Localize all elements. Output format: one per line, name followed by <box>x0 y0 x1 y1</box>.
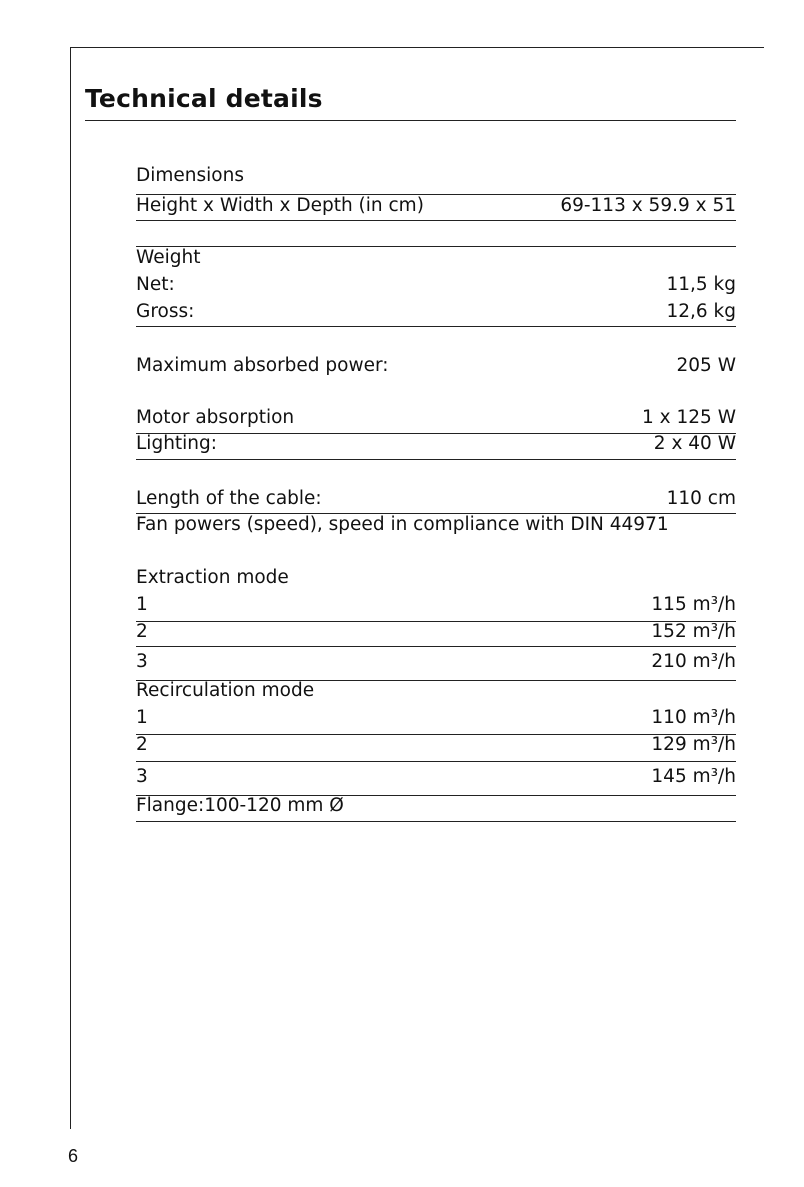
extraction-speed-1-label: 1 <box>136 594 148 615</box>
title-divider <box>85 120 736 121</box>
extraction-mode-heading: Extraction mode <box>136 567 289 588</box>
extraction-speed-3-row <box>136 649 736 675</box>
row-divider <box>136 459 736 460</box>
max-power-row <box>136 353 736 379</box>
dimensions-value: 69-113 x 59.9 x 51 <box>560 195 736 216</box>
motor-absorption-label: Motor absorption <box>136 407 295 428</box>
row-divider <box>136 194 736 195</box>
weight-gross-row <box>136 299 736 325</box>
weight-heading-row <box>136 245 736 271</box>
extraction-speed-2-value: 152 m³/h <box>651 621 736 642</box>
cable-length-value: 110 cm <box>666 488 736 509</box>
fan-powers-row <box>136 512 736 538</box>
lighting-label: Lighting: <box>136 433 218 454</box>
recirculation-speed-3-value: 145 m³/h <box>651 766 736 787</box>
weight-gross-value: 12,6 kg <box>666 301 736 322</box>
extraction-speed-1-value: 115 m³/h <box>651 594 736 615</box>
flange-label: Flange:100-120 mm Ø <box>136 795 344 816</box>
weight-net-value: 11,5 kg <box>666 274 736 295</box>
page-frame-top-line <box>70 47 764 48</box>
extraction-mode-heading-row <box>136 565 736 591</box>
flange-row <box>136 793 736 819</box>
row-divider <box>136 326 736 327</box>
weight-gross-label: Gross: <box>136 301 195 322</box>
row-divider <box>136 761 736 762</box>
dimensions-row <box>136 193 736 219</box>
extraction-speed-3-label: 3 <box>136 651 148 672</box>
row-divider <box>136 821 736 822</box>
max-power-label: Maximum absorbed power: <box>136 355 389 376</box>
recirculation-speed-2-row <box>136 732 736 758</box>
lighting-row <box>136 431 736 457</box>
cable-length-row <box>136 486 736 512</box>
row-divider <box>136 646 736 647</box>
page-frame-left-line <box>70 47 71 1129</box>
extraction-speed-3-value: 210 m³/h <box>651 651 736 672</box>
lighting-value: 2 x 40 W <box>653 433 736 454</box>
fan-powers-label: Fan powers (speed), speed in compliance with DIN 44971 <box>136 514 669 535</box>
recirculation-mode-heading: Recirculation mode <box>136 680 315 701</box>
extraction-speed-1-row <box>136 592 736 618</box>
weight-net-label: Net: <box>136 274 175 295</box>
recirculation-speed-1-value: 110 m³/h <box>651 707 736 728</box>
extraction-speed-2-label: 2 <box>136 621 148 642</box>
recirculation-speed-1-row <box>136 705 736 731</box>
section-title: Technical details <box>85 84 323 113</box>
row-divider <box>136 220 736 221</box>
max-power-value: 205 W <box>676 355 736 376</box>
recirculation-speed-1-label: 1 <box>136 707 148 728</box>
motor-absorption-row <box>136 405 736 431</box>
recirculation-speed-2-value: 129 m³/h <box>651 734 736 755</box>
dimensions-heading-row <box>136 163 736 189</box>
page-number: 6 <box>68 1146 79 1166</box>
cable-length-label: Length of the cable: <box>136 488 322 509</box>
weight-heading: Weight <box>136 247 201 268</box>
extraction-speed-2-row <box>136 619 736 645</box>
recirculation-speed-3-row <box>136 764 736 790</box>
weight-net-row <box>136 272 736 298</box>
recirculation-speed-3-label: 3 <box>136 766 148 787</box>
dimensions-heading: Dimensions <box>136 165 244 186</box>
recirculation-mode-heading-row <box>136 678 736 704</box>
motor-absorption-value: 1 x 125 W <box>642 407 736 428</box>
dimensions-label: Height x Width x Depth (in cm) <box>136 195 424 216</box>
recirculation-speed-2-label: 2 <box>136 734 148 755</box>
